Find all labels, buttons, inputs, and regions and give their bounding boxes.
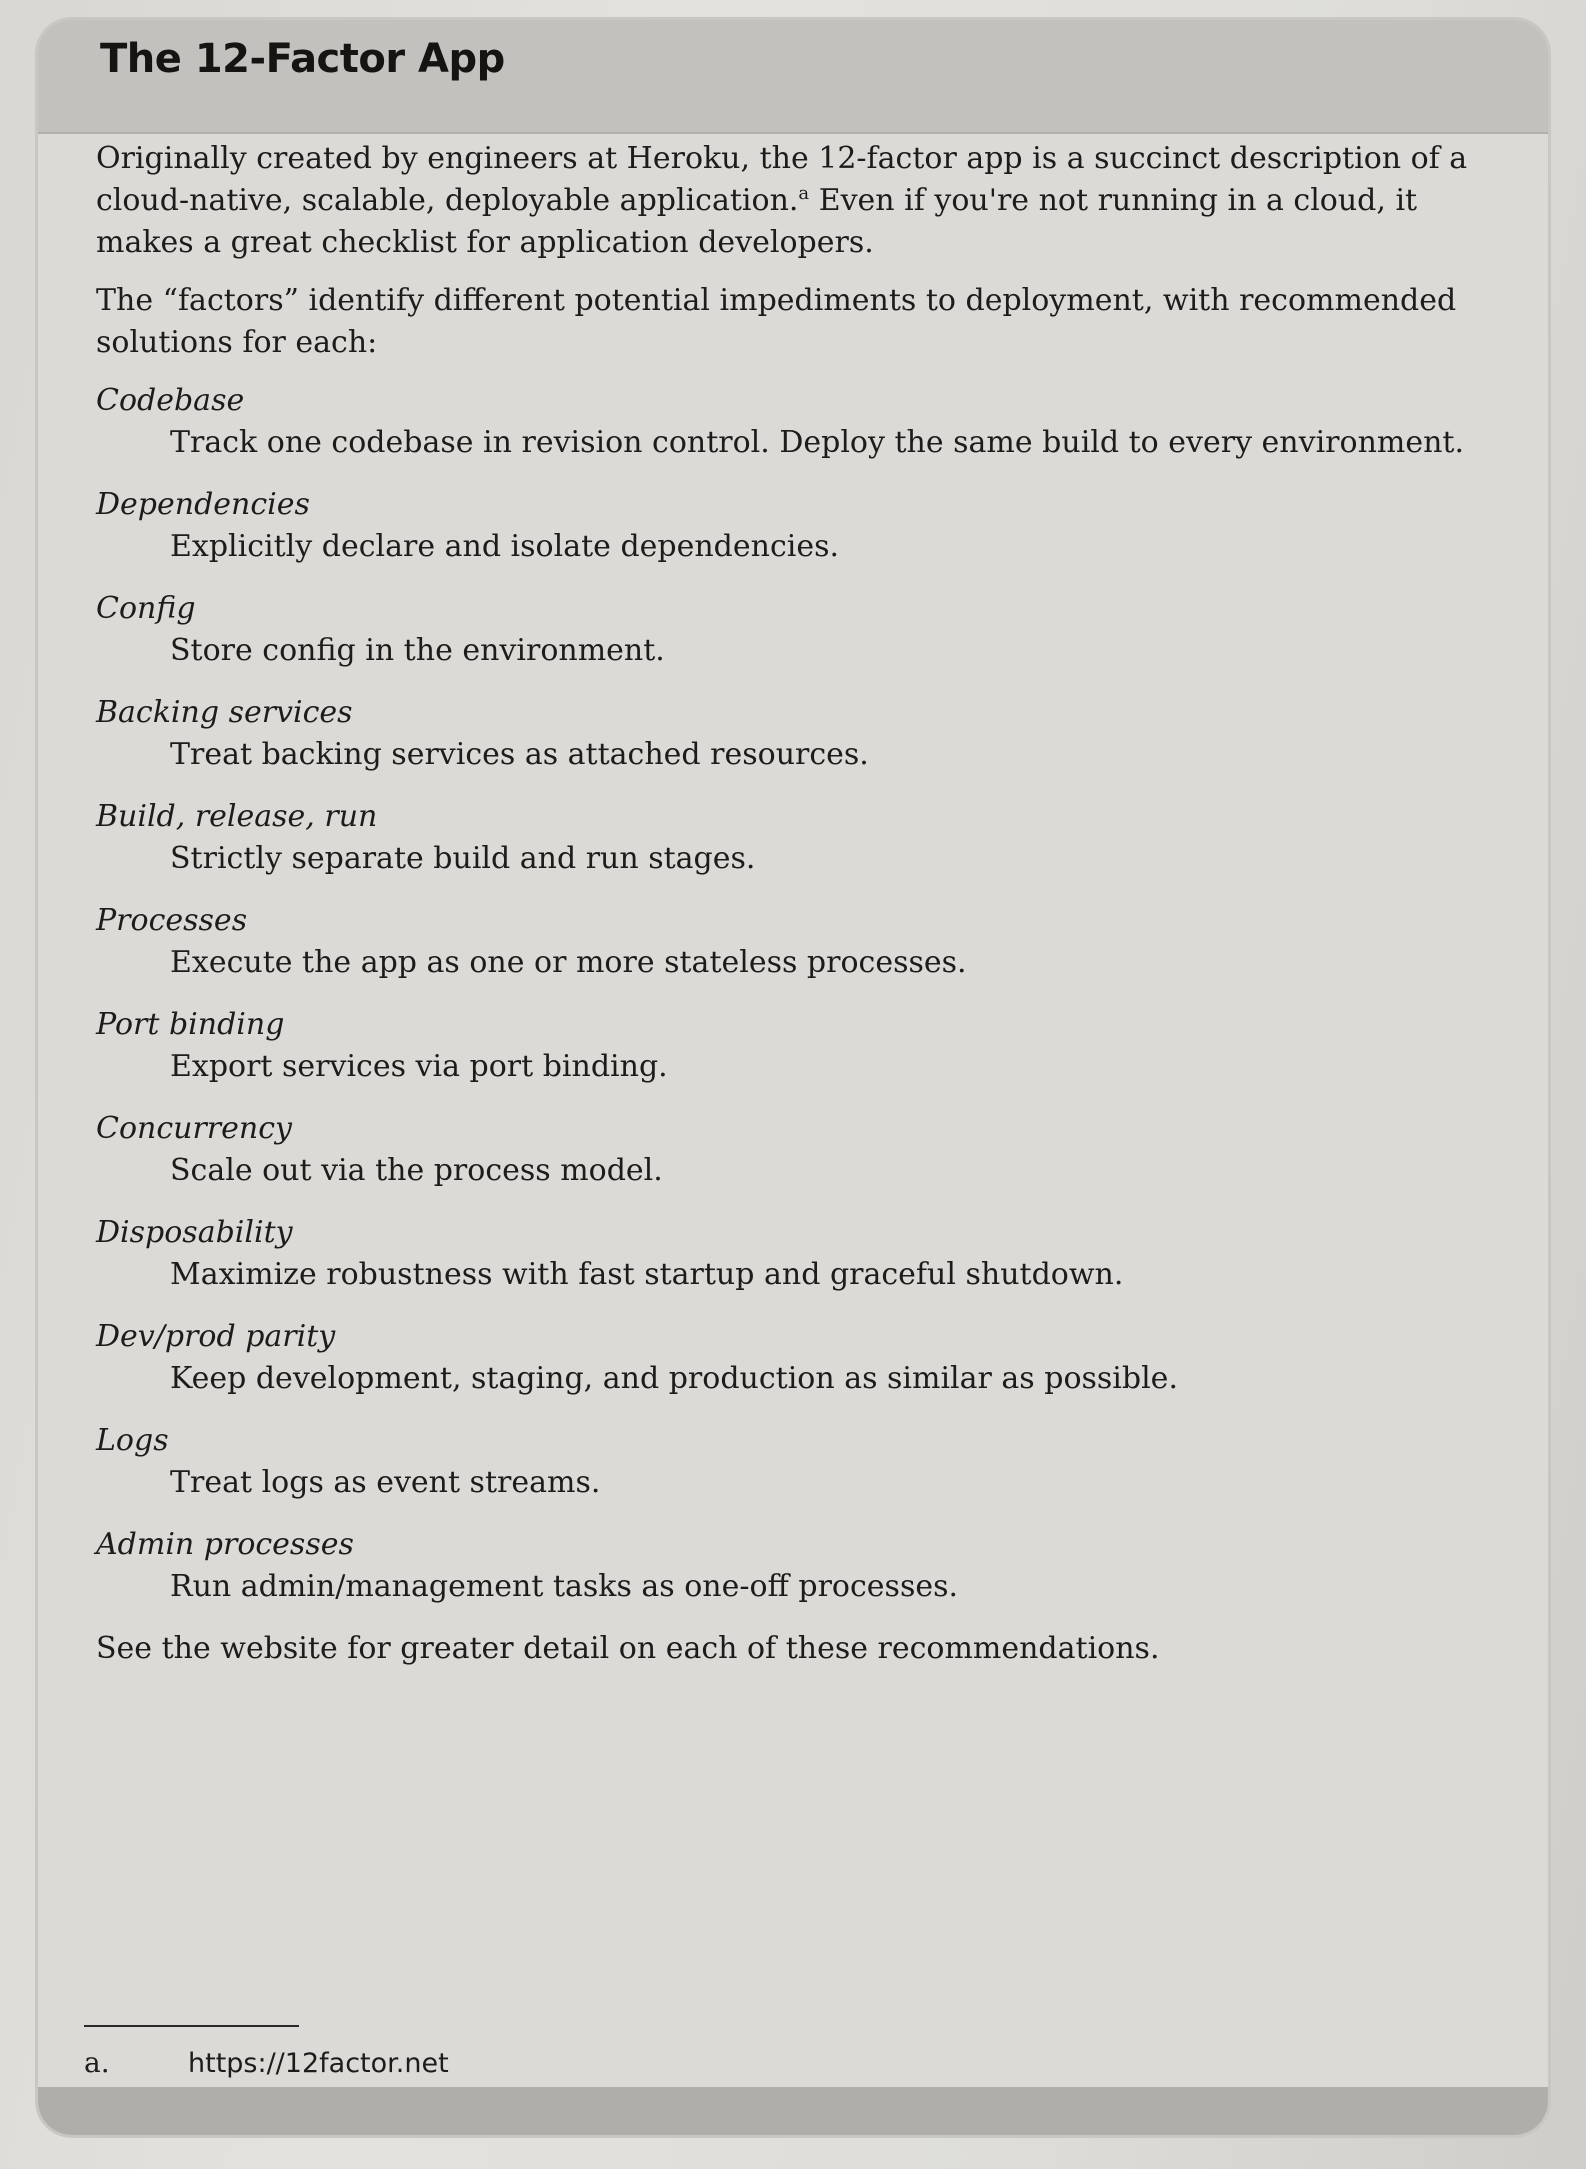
factor-item bbox=[96, 1004, 1506, 1088]
factor-description: Track one codebase in revision control. Deploy the same build to every environment. bbox=[170, 425, 1465, 460]
factor-description: Store config in the environment. bbox=[170, 633, 665, 668]
sidebar-content bbox=[96, 138, 1506, 1670]
factor-description: Run admin/management tasks as one-off processes. bbox=[170, 1569, 959, 1604]
factor-description: Treat backing services as attached resources. bbox=[170, 737, 869, 772]
factor-name: Disposability bbox=[96, 1215, 293, 1250]
factor-name: Backing services bbox=[96, 695, 353, 730]
factor-item bbox=[96, 900, 1506, 984]
factor-name: Concurrency bbox=[96, 1111, 292, 1146]
factor-name: Config bbox=[96, 591, 196, 626]
footnote-marker[interactable]: a bbox=[798, 183, 810, 204]
sidebar-box bbox=[38, 20, 1548, 2135]
factor-item bbox=[96, 1524, 1506, 1608]
title-bar bbox=[38, 20, 1548, 134]
factor-name: Processes bbox=[96, 903, 248, 938]
factor-name: Build, release, run bbox=[96, 799, 378, 834]
footnote bbox=[84, 2045, 449, 2082]
factor-item bbox=[96, 1420, 1506, 1504]
factor-item bbox=[96, 380, 1506, 464]
factor-item bbox=[96, 692, 1506, 776]
sidebar-title: The 12-Factor App bbox=[100, 36, 505, 82]
bottom-bar bbox=[38, 2087, 1548, 2135]
intro-text: Originally created by engineers at Heroku, the 12-factor app is a succinct description of a cloud-native, scalable, deployable application. bbox=[96, 141, 1468, 218]
factor-item bbox=[96, 1316, 1506, 1400]
factor-description: Strictly separate build and run stages. bbox=[170, 841, 756, 876]
footnote-url-link[interactable]: https://12factor.net bbox=[188, 2048, 449, 2079]
factor-description: Keep development, staging, and production as similar as possible. bbox=[170, 1361, 1178, 1396]
factor-item bbox=[96, 484, 1506, 568]
intro-paragraph bbox=[96, 138, 1506, 264]
factor-name: Port binding bbox=[96, 1007, 285, 1042]
factor-item bbox=[96, 796, 1506, 880]
factor-name: Logs bbox=[96, 1423, 169, 1458]
factor-name: Admin processes bbox=[96, 1527, 354, 1562]
factor-description: Maximize robustness with fast startup and graceful shutdown. bbox=[170, 1257, 1124, 1292]
factor-name: Codebase bbox=[96, 383, 245, 418]
factor-item bbox=[96, 588, 1506, 672]
factor-name: Dependencies bbox=[96, 487, 310, 522]
factor-description: Explicitly declare and isolate dependencies. bbox=[170, 529, 840, 564]
factor-description: Treat logs as event streams. bbox=[170, 1465, 601, 1500]
factor-description: Execute the app as one or more stateless processes. bbox=[170, 945, 967, 980]
footnote-divider bbox=[84, 2025, 299, 2027]
factor-item bbox=[96, 1108, 1506, 1192]
factor-description: Scale out via the process model. bbox=[170, 1153, 663, 1188]
factor-item bbox=[96, 1212, 1506, 1296]
closing-paragraph: See the website for greater detail on each of these recommendations. bbox=[96, 1631, 1160, 1666]
factor-description: Export services via port binding. bbox=[170, 1049, 668, 1084]
intro-text-continued: Even if you're not running in a cloud, it makes a great checklist for application developers. bbox=[96, 183, 1418, 260]
factors-intro-paragraph: The “factors” identify different potential impediments to deployment, with recommended solutions for each: bbox=[96, 283, 1457, 360]
footnote-letter: a. bbox=[84, 2046, 110, 2079]
factor-name: Dev/prod parity bbox=[96, 1319, 336, 1354]
